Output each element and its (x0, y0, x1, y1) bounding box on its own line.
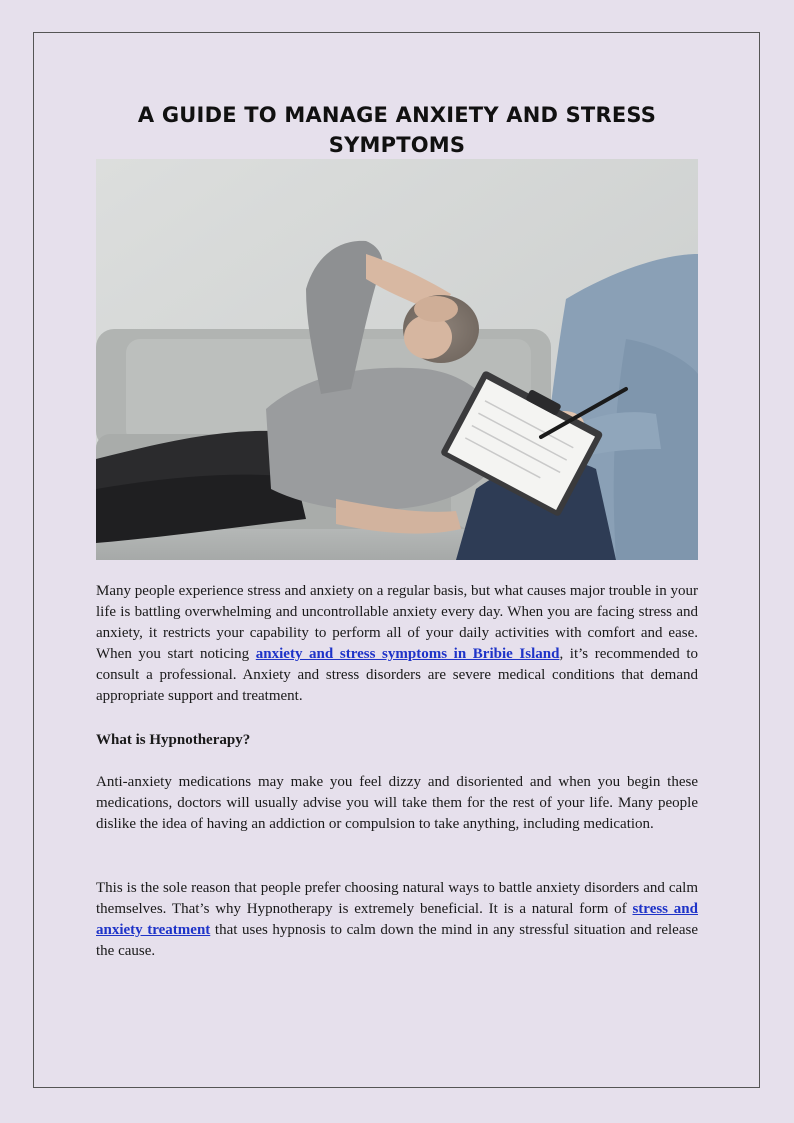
stress-treatment-link[interactable]: stress and anxiety treatment (96, 901, 698, 938)
document-title: A GUIDE TO MANAGE ANXIETY AND STRESS SYMPTOMS (137, 103, 657, 157)
intro-paragraph (96, 581, 698, 707)
hypnotherapy-paragraph (96, 878, 698, 962)
intro-text-end: , it’s recommended to consult a professional. Anxiety and stress disorders are severe medical conditions that demand appropriate support and treatment. (96, 646, 699, 704)
hypnotherapy-text-end: that uses hypnosis to calm down the mind in any stressful situation and release the cause. (96, 922, 698, 959)
anxiety-symptoms-link[interactable]: anxiety and stress symptoms in Bribie Island (255, 646, 560, 662)
section-heading-hypnotherapy: What is Hypnotherapy? (96, 732, 251, 748)
medication-paragraph: Anti-anxiety medications may make you feel dizzy and disoriented and when you begin these medications, doctors will usually advise you will take them for the rest of your life. Many people dislike the idea of having an addiction or compulsion to take anything, including medication. (96, 774, 698, 832)
hypnotherapy-text-start: This is the sole reason that people prefer choosing natural ways to battle anxiety disorders and calm themselves. That’s why Hypnotherapy is extremely beneficial. It is a natural form of (96, 880, 698, 917)
intro-text-start: Many people experience stress and anxiety on a regular basis, but what causes major trouble in your life is battling overwhelming and uncontrollable anxiety every day. When you are facing stress and anxiety, it restricts your capability to perform all of your daily activities with comfort and ease. When you start noticing (96, 583, 698, 662)
hero-photo-therapy-session (96, 159, 698, 560)
